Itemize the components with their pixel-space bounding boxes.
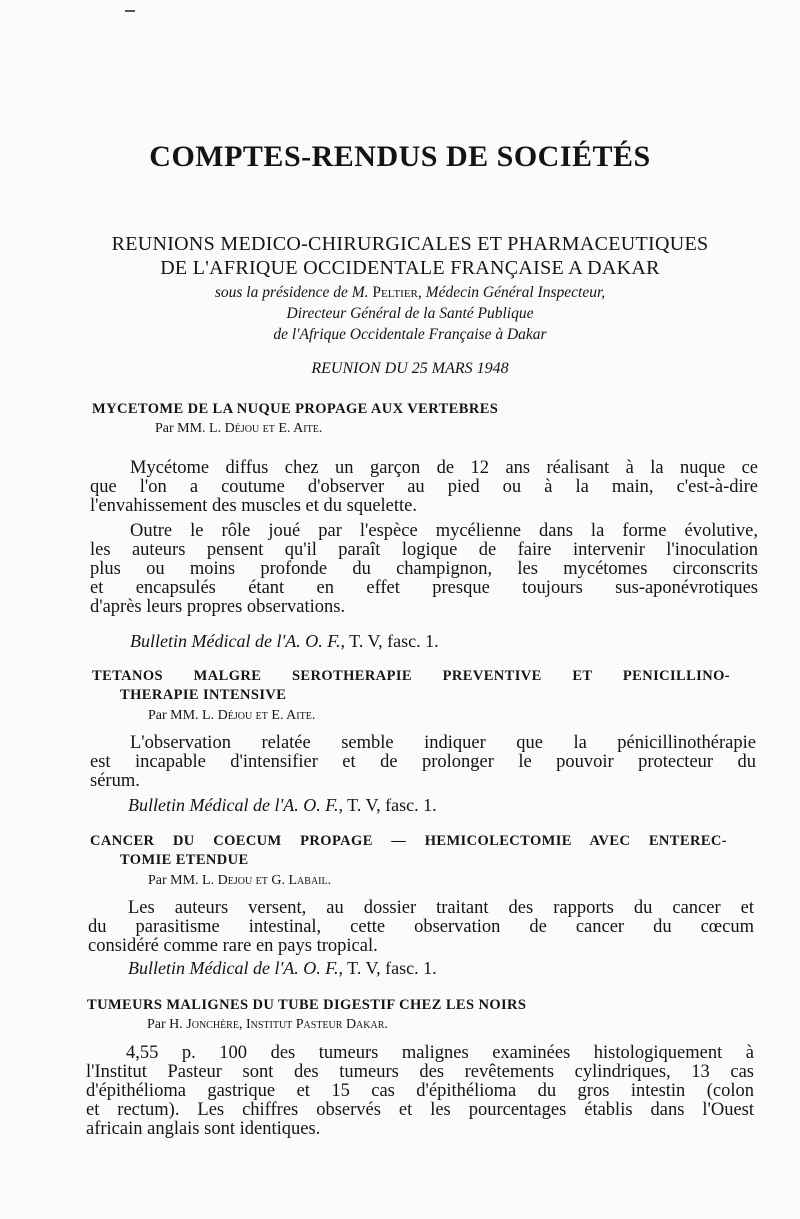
authors-names: Déjou et E. Aite. [217, 708, 316, 723]
paragraph-line: les auteurs pensent qu'il paraît logique de faire intervenir l'inoculation [90, 540, 758, 560]
section-authors [147, 1017, 388, 1033]
bulletin-reference [128, 795, 437, 816]
authors-prefix: Par H. [147, 1017, 187, 1032]
meeting-header-line1: REUNIONS MEDICO-CHIRURGICALES ET PHARMACEUTIQUES [111, 233, 709, 255]
paragraph-line: et encapsulés étant en effet presque toujours sus-aponévrotiques [90, 578, 758, 598]
paragraph-line: et rectum). Les chiffres observés et les pourcentages établis dans l'Ouest [86, 1100, 754, 1120]
paragraph-line: l'Institut Pasteur sont des tumeurs des revêtements cylindriques, 13 cas [86, 1062, 754, 1082]
paragraph-line: du parasitisme intestinal, cette observation de cancer du cœcum [88, 917, 754, 937]
authors-names: Dejou et G. Labail. [217, 873, 332, 888]
paragraph-line: Mycétome diffus chez un garçon de 12 ans réalisant à la nuque ce [130, 458, 758, 478]
section-authors [148, 873, 331, 889]
page-title: COMPTES-RENDUS DE SOCIÉTÉS [149, 140, 651, 173]
authors-names: Jonchère, Institut Pasteur Dakar. [186, 1017, 388, 1032]
presidence-name: Peltier, [372, 284, 422, 301]
bulletin-reference [128, 958, 437, 979]
paragraph-line: sérum. [90, 771, 140, 791]
paragraph-line: considéré comme rare en pays tropical. [88, 936, 378, 956]
meeting-header-line2: DE L'AFRIQUE OCCIDENTALE FRANÇAISE A DAKAR [160, 257, 660, 279]
authors-prefix: Par MM. L. [155, 421, 225, 436]
paragraph-line: Les auteurs versent, au dossier traitant des rapports du cancer et [128, 898, 754, 918]
reference-title: Bulletin Médical de l'A. O. F., [128, 795, 343, 815]
paragraph-line: que l'on a coutume d'observer au pied ou à la main, c'est-à-dire [90, 477, 758, 497]
reference-volume: T. V, fasc. 1. [342, 958, 437, 978]
section-authors [148, 708, 315, 724]
section-title: MYCETOME DE LA NUQUE PROPAGE AUX VERTEBRES [92, 401, 499, 417]
presidence-suffix: Médecin Général Inspecteur, [421, 284, 606, 301]
section-authors [155, 421, 322, 437]
authors-prefix: Par MM. L. [148, 873, 218, 888]
paragraph [88, 899, 754, 956]
presidence-prefix: sous la présidence de M. [214, 284, 373, 301]
section-title: CANCER DU COECUM PROPAGE — HEMICOLECTOMIE AVEC ENTEREC- [90, 833, 727, 849]
paragraph-line: l'envahissement des muscles et du squelette. [90, 496, 418, 516]
paragraph-line: d'épithélioma gastrique et 15 cas d'épithélioma du gros intestin (colon [86, 1081, 754, 1101]
section-title: TUMEURS MALIGNES DU TUBE DIGESTIF CHEZ LES NOIRS [87, 997, 527, 1013]
margin-mark [125, 10, 135, 12]
reference-title: Bulletin Médical de l'A. O. F., [130, 631, 345, 651]
paragraph-line: d'après leurs propres observations. [90, 597, 346, 617]
director-line: Directeur Général de la Santé Publique [286, 305, 534, 322]
bulletin-reference [130, 631, 439, 652]
authors-prefix: Par MM. L. [148, 708, 218, 723]
reference-volume: T. V, fasc. 1. [342, 795, 437, 815]
section-title-continued: TOMIE ETENDUE [120, 852, 249, 868]
paragraph-line: 4,55 p. 100 des tumeurs malignes examinées histologiquement à [126, 1043, 754, 1063]
paragraph-line: africain anglais sont identiques. [86, 1119, 321, 1139]
paragraph-line: est incapable d'intensifier et de prolonger le pouvoir protecteur du [90, 752, 756, 772]
section-title-continued: THERAPIE INTENSIVE [120, 687, 287, 703]
paragraph-line: Outre le rôle joué par l'espèce mycélienne dans la forme évolutive, [130, 521, 758, 541]
paragraph [86, 1044, 754, 1139]
meeting-date: REUNION DU 25 MARS 1948 [311, 360, 509, 377]
presidence-line [80, 284, 740, 302]
reference-volume: T. V, fasc. 1. [344, 631, 439, 651]
paragraph-line: plus ou moins profonde du champignon, les mycétomes circonscrits [90, 559, 758, 579]
paragraph [90, 459, 758, 516]
paragraph [90, 734, 756, 791]
paragraph [90, 522, 758, 617]
paragraph-line: L'observation relatée semble indiquer que la pénicillinothérapie [130, 733, 756, 753]
region-line: de l'Afrique Occidentale Française à Dakar [273, 326, 547, 343]
authors-names: Déjou et E. Aite. [224, 421, 323, 436]
section-title: TETANOS MALGRE SEROTHERAPIE PREVENTIVE ET PENICILLINO- [92, 668, 730, 684]
reference-title: Bulletin Médical de l'A. O. F., [128, 958, 343, 978]
